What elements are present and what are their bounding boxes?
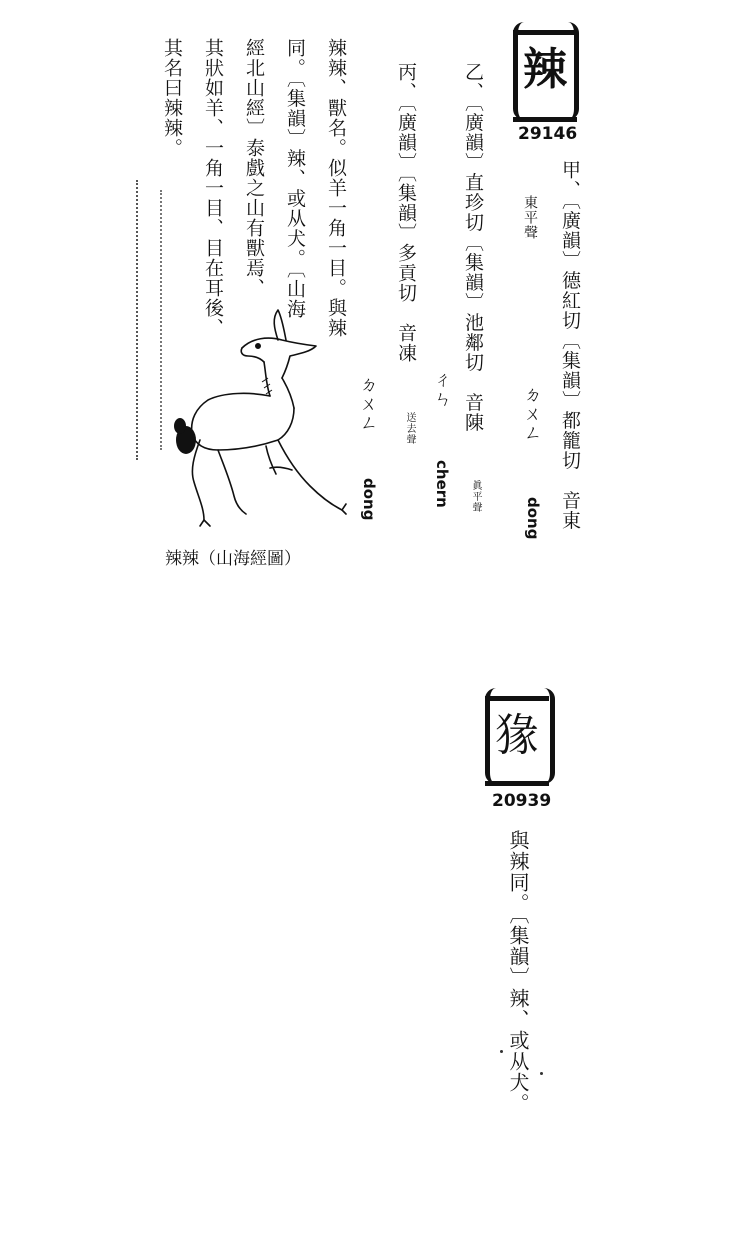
illustration-caption: 辣辣（山海經圖）	[165, 549, 301, 569]
headword: 辣	[523, 44, 567, 95]
scan-artifact-line	[136, 180, 142, 460]
goat-illustration	[160, 300, 360, 540]
definition-col-5: 其名曰辣辣。	[161, 38, 183, 158]
scan-speck	[540, 1072, 543, 1075]
reading-bing-roman: dong	[360, 478, 378, 521]
reading-yi-roman: chern	[433, 460, 451, 508]
reading-yi-tone: 眞平聲	[470, 480, 481, 513]
definition-col: 與辣同。〔集韻〕辣、或从犬。	[506, 830, 530, 1114]
definition-col-1: 辣辣、獸名。似羊一角一目。與辣	[325, 38, 347, 338]
reading-jia: 甲、〔廣韻〕德紅切〔集韻〕都籠切 音東	[559, 160, 581, 531]
definition-col-4: 其狀如羊、一角一目、目在耳後、	[202, 38, 224, 338]
reading-jia-tone: 東平聲	[522, 195, 538, 240]
reading-bing: 丙、〔廣韻〕〔集韻〕多貢切 音凍	[395, 62, 417, 363]
headword: 猭	[495, 710, 539, 761]
reading-jia-zhuyin: ㄉㄨㄥ	[521, 385, 542, 442]
reading-yi-zhuyin: ㄔㄣ	[431, 370, 452, 408]
definition-col-3: 經北山經〕泰戲之山有獸焉、	[243, 38, 265, 298]
entry-number: 29146	[518, 124, 578, 144]
reading-jia-roman: dong	[524, 497, 542, 540]
definition-col-2: 同。〔集韻〕辣、或从犬。〔山海	[284, 38, 306, 319]
reading-bing-zhuyin: ㄉㄨㄥ	[357, 375, 378, 432]
reading-yi: 乙、〔廣韻〕直珍切〔集韻〕池鄰切 音陳	[462, 62, 484, 433]
reading-bing-tone: 送去聲	[404, 412, 415, 445]
entry-number: 20939	[492, 791, 552, 811]
scan-speck	[500, 1050, 503, 1053]
